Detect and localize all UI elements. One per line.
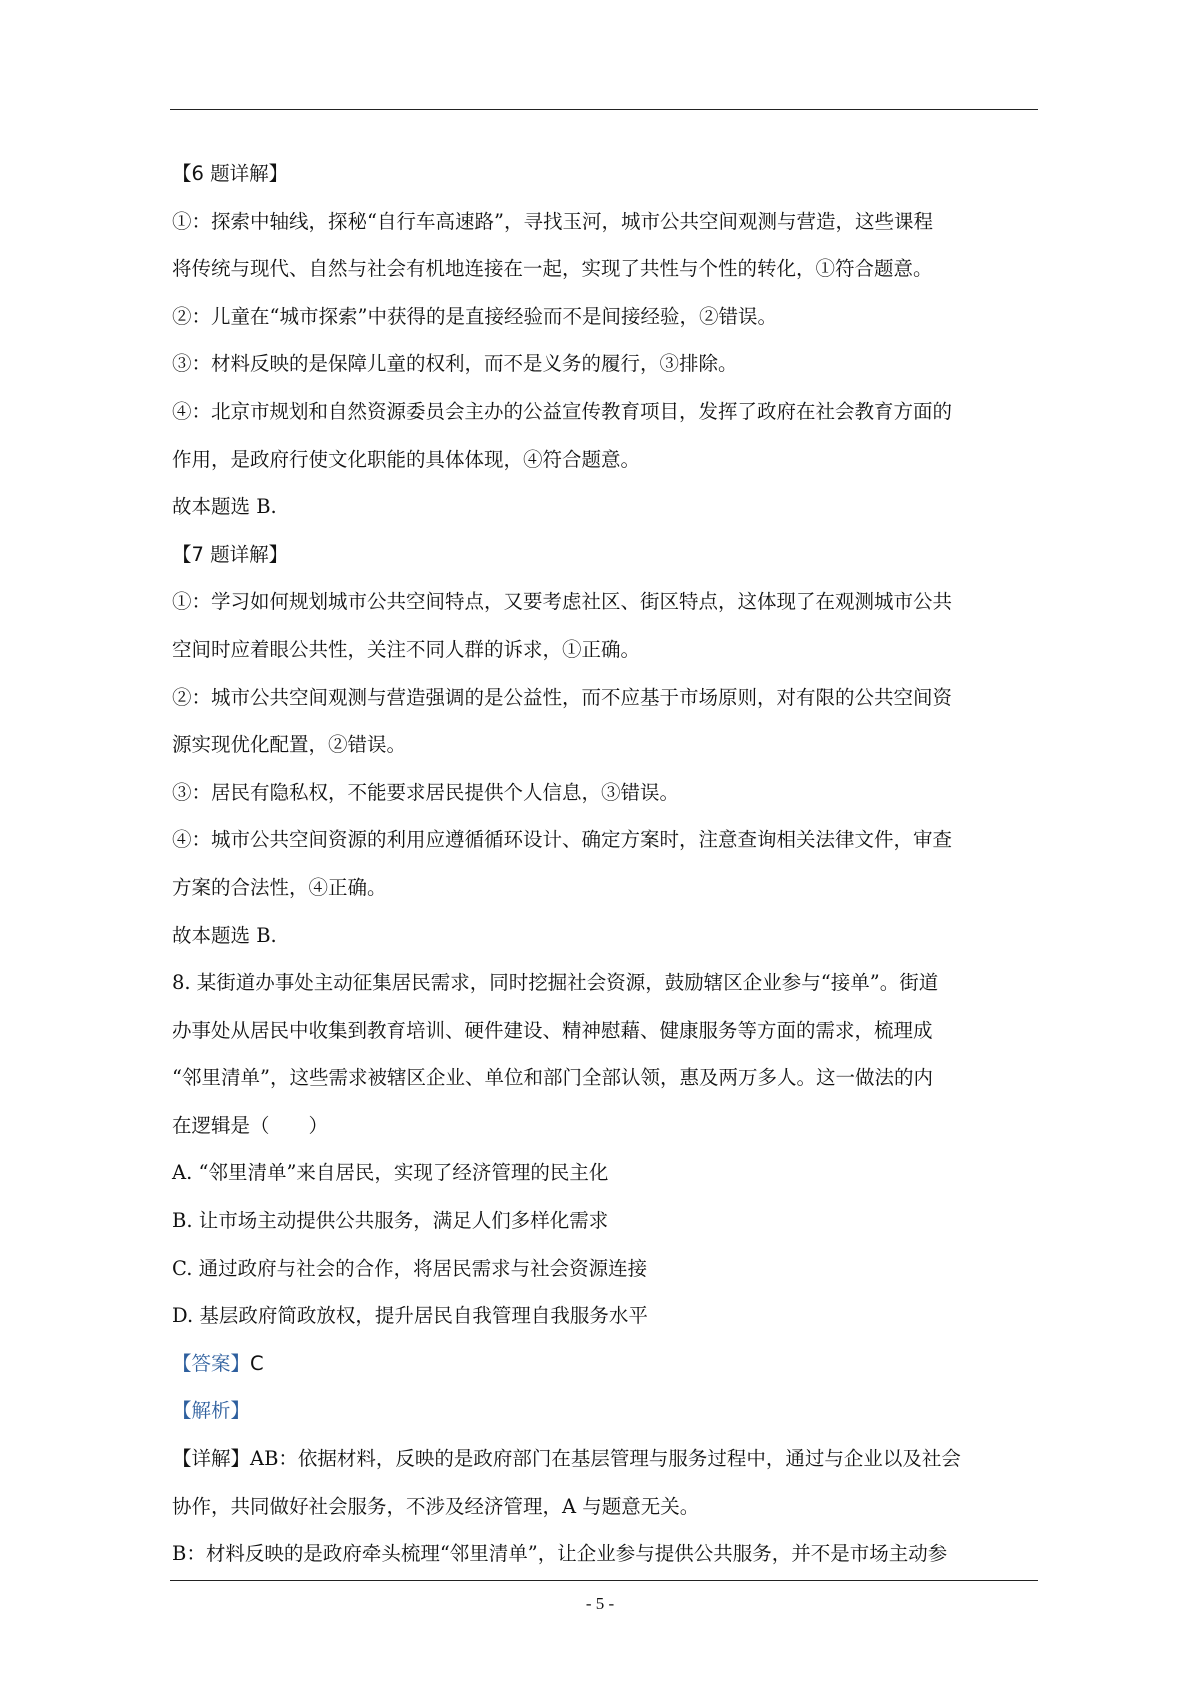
paragraph-line: ④：北京市规划和自然资源委员会主办的公益宣传教育项目，发挥了政府在社会教育方面的	[172, 399, 953, 423]
answer-value: C	[250, 1351, 264, 1375]
detail-text: AB：依据材料，反映的是政府部门在基层管理与服务过程中，通过与企业以及社会	[250, 1447, 961, 1471]
paragraph-line: 源实现优化配置，②错误。	[172, 733, 407, 757]
paragraph-line: ①：学习如何规划城市公共空间特点，又要考虑社区、街区特点，这体现了在观测城市公共	[172, 590, 953, 614]
paragraph-line: ④：城市公共空间资源的利用应遵循循环设计、确定方案时，注意查询相关法律文件，审查	[172, 828, 953, 852]
option-d: D. 基层政府简政放权，提升居民自我管理自我服务水平	[172, 1304, 648, 1328]
answer-line	[172, 1340, 1038, 1388]
option-a: A. “邻里清单”来自居民，实现了经济管理的民主化	[172, 1161, 609, 1185]
section-heading-q7: 【7 题详解】	[172, 542, 289, 566]
detail-label: 【详解】	[172, 1447, 251, 1471]
question-8-stem: “邻里清单”，这些需求被辖区企业、单位和部门全部认领，惠及两万多人。这一做法的内	[172, 1066, 933, 1090]
detail-line: B：材料反映的是政府牵头梳理“邻里清单”，让企业参与提供公共服务，并不是市场主动参	[172, 1542, 948, 1566]
conclusion-line: 故本题选 B.	[172, 495, 277, 519]
analysis-label: 【解析】	[172, 1399, 251, 1423]
footer-rule	[170, 1580, 1038, 1581]
option-c: C. 通过政府与社会的合作，将居民需求与社会资源连接	[172, 1256, 648, 1280]
question-8-stem: 办事处从居民中收集到教育培训、硬件建设、精神慰藉、健康服务等方面的需求，梳理成	[172, 1018, 933, 1042]
paragraph-line: 将传统与现代、自然与社会有机地连接在一起，实现了共性与个性的转化，①符合题意。	[172, 257, 933, 281]
section-heading-q6: 【6 题详解】	[172, 162, 289, 185]
question-8-stem: 在逻辑是（ ）	[172, 1113, 329, 1137]
detail-line: 协作，共同做好社会服务，不涉及经济管理，A 与题意无关。	[172, 1494, 700, 1518]
paragraph-line: ③：材料反映的是保障儿童的权利，而不是义务的履行，③排除。	[172, 352, 738, 376]
paragraph-line: ②：儿童在“城市探索”中获得的是直接经验而不是间接经验，②错误。	[172, 304, 777, 328]
paragraph-line: 方案的合法性，④正确。	[172, 875, 387, 899]
option-b: B. 让市场主动提供公共服务，满足人们多样化需求	[172, 1209, 609, 1233]
paragraph-line: 空间时应着眼公共性，关注不同人群的诉求，①正确。	[172, 637, 641, 661]
question-8-stem: 8. 某街道办事处主动征集居民需求，同时挖掘社会资源，鼓励辖区企业参与“接单”。街道	[172, 971, 939, 995]
paragraph-line: ②：城市公共空间观测与营造强调的是公益性，而不应基于市场原则，对有限的公共空间资	[172, 685, 953, 709]
paragraph-line: ①：探索中轴线，探秘“自行车高速路”，寻找玉河，城市公共空间观测与营造，这些课程	[172, 209, 933, 233]
detail-line	[172, 1435, 1038, 1483]
paragraph-line: ③：居民有隐私权，不能要求居民提供个人信息，③错误。	[172, 780, 680, 804]
header-rule	[170, 109, 1038, 110]
page-number: - 5 -	[585, 1594, 615, 1613]
document-body	[172, 150, 1038, 1578]
answer-label: 【答案】	[172, 1351, 251, 1375]
paragraph-line: 作用，是政府行使文化职能的具体体现，④符合题意。	[172, 447, 641, 471]
conclusion-line: 故本题选 B.	[172, 923, 277, 947]
